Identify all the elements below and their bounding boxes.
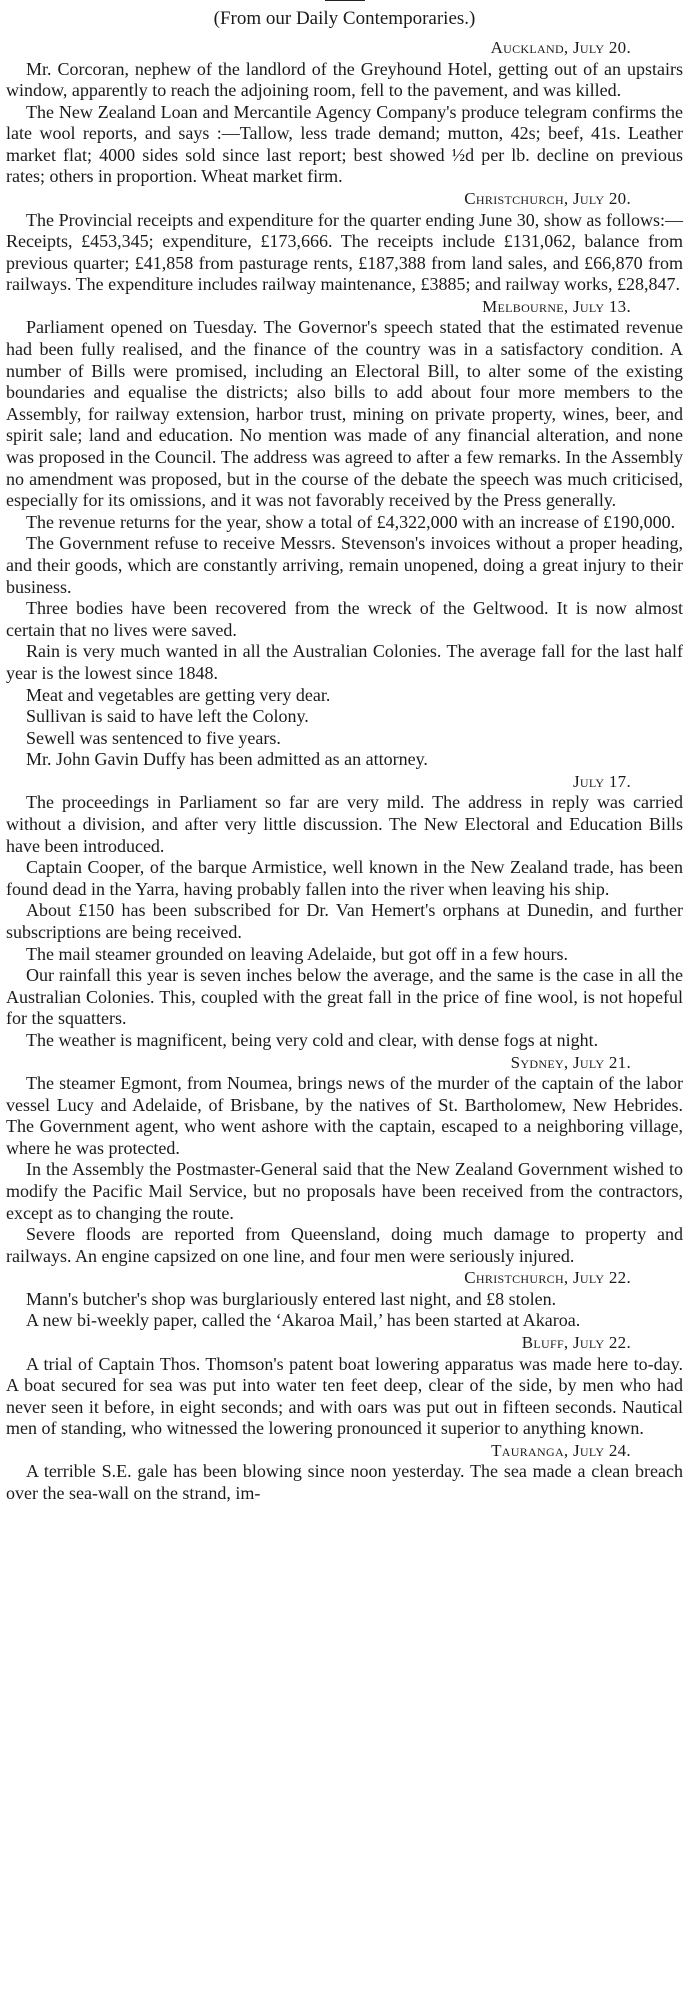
news-paragraph: Captain Cooper, of the barque Armistice, well known in the New Zealand trade, has been found dead in the Yarra, having probably fallen into the river when leaving his ship. (6, 857, 683, 899)
news-paragraph: Severe floods are reported from Queensland, doing much damage to property and railways. An engine capsized on one line, and four men were seriously injured. (6, 1224, 683, 1266)
news-paragraph: Rain is very much wanted in all the Australian Colonies. The average fall for the last half year is the lowest since 1848. (6, 641, 683, 683)
news-section (6, 1332, 683, 1440)
column-heading: (From our Daily Contemporaries.) (213, 8, 476, 29)
news-section (6, 771, 683, 1052)
news-paragraph: A new bi-weekly paper, called the ‘Akaroa Mail,’ has been started at Akaroa. (26, 1310, 581, 1331)
news-paragraph: The weather is magnificent, being very cold and clear, with dense fogs at night. (26, 1029, 599, 1050)
dateline: Sydney, July 21. (510, 1052, 631, 1072)
news-paragraph: Parliament opened on Tuesday. The Governor's speech stated that the estimated revenue had been fully realised, and the finance of the country was in a satisfactory condition. A number of Bills were promised, including an Electoral Bill, to alter some of the existing boundaries and equalise the districts; also bills to add about four more members to the Assembly, for railway extension, harbor trust, mining on private property, wines, beer, and spirit sale; land and education. No mention was made of any financial alteration, and none was proposed in the Council. The address was agreed to after a few remarks. In the Assembly no amendment was proposed, but in the course of the debate the speech was much criticised, especially for its omissions, and it was not favorably received by the Press generally. (6, 317, 683, 511)
news-section (6, 37, 683, 188)
news-paragraph: Our rainfall this year is seven inches below the average, and the same is the case in all the Australian Colonies. This, coupled with the great fall in the price of fine wool, is not hopeful for the squatters. (6, 965, 683, 1029)
news-paragraph: The mail steamer grounded on leaving Adelaide, but got off in a few hours. (26, 943, 569, 964)
dateline: Auckland, July 20. (490, 38, 631, 57)
news-paragraph: The proceedings in Parliament so far are very mild. The address in reply was carried without a division, and after very little discussion. The New Electoral and Education Bills have been introduced. (6, 792, 683, 856)
dateline: Christchurch, July 22. (464, 1268, 631, 1288)
news-paragraph: In the Assembly the Postmaster-General said that the New Zealand Government wished to modify the Pacific Mail Service, but no proposals have been received from the contractors, except as to changing the route. (6, 1159, 683, 1223)
news-paragraph: The Provincial receipts and expenditure for the quarter ending June 30, show as follows:—Receipts, £453,345; expenditure, £173,666. The receipts include £131,062, balance from previous quarter; £41,858 from pasturage rents, £187,388 from land sales, and £66,870 from railways. The expenditure includes railway maintenance, £3885; and railway works, £28,847. (6, 209, 683, 295)
news-paragraph: The New Zealand Loan and Mercantile Agency Company's produce telegram confirms the late wool reports, and says :—Tallow, less trade demand; mutton, 42s; beef, 41s. Leather market flat; 4000 sides sold since last report; best showed ½d per lb. decline on previous rates; others in proportion. Wheat market firm. (6, 101, 683, 187)
news-paragraph: The revenue returns for the year, show a total of £4,322,000 with an increase of £190,000. (26, 511, 676, 532)
news-paragraph: About £150 has been subscribed for Dr. Van Hemert's orphans at Dunedin, and further subscriptions are being received. (6, 900, 683, 942)
news-section (6, 188, 683, 296)
dateline: Tauranga, July 24. (491, 1440, 631, 1460)
news-paragraph: A terrible S.E. gale has been blowing since noon yesterday. The sea made a clean breach over the sea-wall on the strand, im- (6, 1461, 683, 1504)
dateline: Melbourne, July 13. (482, 296, 631, 316)
news-paragraph: Three bodies have been recovered from the wreck of the Geltwood. It is now almost certain that no lives were saved. (6, 598, 683, 640)
news-section (6, 1052, 683, 1268)
news-paragraph: Meat and vegetables are getting very dear. (26, 684, 331, 705)
news-paragraph: The steamer Egmont, from Noumea, brings news of the murder of the captain of the labor vessel Lucy and Adelaide, of Brisbane, by the natives of St. Bartholomew, New Hebrides. The Government agent, who went ashore with the captain, escaped to a neighboring village, where he was protected. (6, 1073, 683, 1158)
news-paragraph: Mr. John Gavin Duffy has been admitted as an attorney. (26, 749, 428, 770)
dateline: Bluff, July 22. (521, 1333, 631, 1353)
top-ornament-rule (325, 0, 365, 3)
dateline: July 17. (573, 771, 631, 791)
news-paragraph: Sullivan is said to have left the Colony. (26, 706, 309, 727)
news-paragraph: Mann's butcher's shop was burglariously entered last night, and £8 stolen. (26, 1288, 557, 1309)
news-section (6, 296, 683, 771)
news-section (6, 1267, 683, 1332)
news-paragraph: Mr. Corcoran, nephew of the landlord of the Greyhound Hotel, getting out of an upstairs window, apparently to reach the adjoining room, fell to the pavement, and was killed. (6, 58, 683, 101)
news-sections (6, 37, 683, 1505)
news-paragraph: Sewell was sentenced to five years. (26, 727, 281, 748)
news-paragraph: The Government refuse to receive Messrs. Stevenson's invoices without a proper heading, and their goods, which are constantly arriving, remain unopened, doing a great injury to their business. (6, 533, 683, 597)
news-paragraph: A trial of Captain Thos. Thomson's patent boat lowering apparatus was made here to-day. A boat secured for sea was put into water ten feet deep, clear of the side, by men who had never seen it before, in eight seconds; and with oars was put out in fifteen seconds. Nautical men of standing, who witnessed the lowering pronounced it superior to anything known. (6, 1353, 683, 1439)
dateline: Christchurch, July 20. (464, 189, 631, 209)
news-section (6, 1440, 683, 1505)
